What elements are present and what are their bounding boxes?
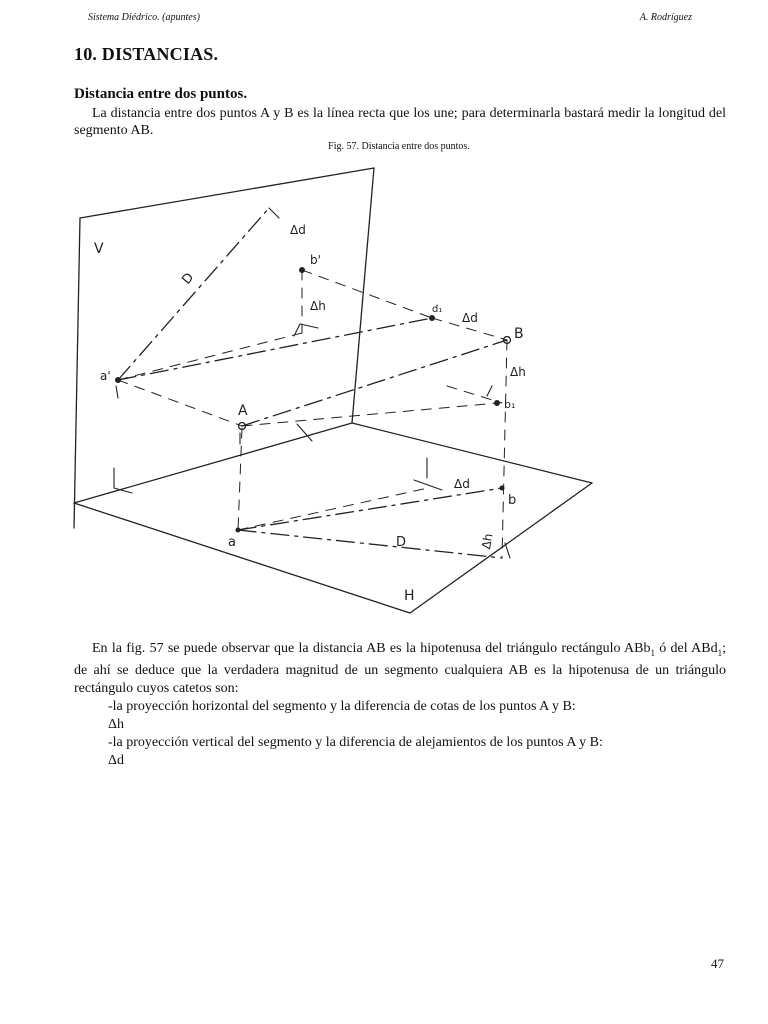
figure-57 [62, 158, 602, 618]
header-author: A. Rodríguez [639, 12, 692, 23]
label-plane-v: V [94, 241, 104, 257]
label-a-prime: a' [100, 369, 111, 383]
point-b-vertical-dot [299, 267, 305, 273]
label-a-horizontal: a [228, 535, 236, 550]
subsection-title: Distancia entre dos puntos. [74, 86, 248, 102]
header-left-title: Sistema Diédrico. (apuntes) [88, 12, 200, 23]
body-subscript-2: 1 [717, 647, 723, 658]
plane-v [74, 168, 374, 528]
figure-57-drawing [62, 158, 602, 618]
plane-h [74, 423, 592, 613]
projection-lines [118, 270, 507, 558]
point-b1-dot [494, 400, 500, 406]
label-delta-h-vertical: Δh [310, 299, 326, 313]
page-number: 47 [711, 956, 724, 971]
body-paragraph-part3: ; de ahí se deduce que la verdadera magnitud de un segmento cualquiera AB es la hipotenusa de un triángulo rectángulo cuyos catetos son: [74, 641, 727, 696]
body-text [74, 640, 726, 770]
label-plane-h: H [404, 588, 415, 604]
label-b1: b₁ [504, 398, 516, 411]
body-paragraph-part2: ó del ABd [654, 641, 718, 656]
label-b-horizontal: b [508, 493, 517, 508]
label-point-b: B [514, 326, 524, 342]
label-delta-h-bottom: Δh [479, 532, 496, 551]
label-d1: d₁ [432, 304, 443, 315]
label-point-a: A [238, 403, 248, 419]
body-paragraph [74, 640, 726, 698]
label-delta-h-right: Δh [510, 365, 526, 379]
list-item-delta-d: Δd [108, 752, 125, 768]
point-b-horizontal-dot [500, 486, 505, 491]
label-delta-d-top: Δd [290, 223, 306, 237]
point-d1-dot [429, 315, 435, 321]
body-subscript-1: 1 [650, 647, 655, 658]
figure-caption: Fig. 57. Distancia entre dos puntos. [328, 141, 470, 152]
point-a-horizontal-dot [236, 528, 241, 533]
label-delta-d-middle: Δd [462, 311, 478, 325]
section-title: 10. DISTANCIAS. [74, 44, 219, 64]
label-b-prime: b' [310, 253, 321, 267]
ground-marks [114, 424, 442, 493]
list-item-vertical-projection: -la proyección vertical del segmento y la diferencia de alejamientos de los puntos A y B: [108, 734, 603, 750]
list-item-horizontal-projection: -la proyección horizontal del segmento y la diferencia de cotas de los puntos A y B: [108, 698, 576, 714]
label-true-length-top: D [179, 270, 198, 288]
point-a-vertical-dot [115, 377, 121, 383]
body-paragraph-part1: En la fig. 57 se puede observar que la distancia AB es la hipotenusa del triángulo rectángulo ABb [92, 641, 651, 656]
label-true-length-bottom: D [396, 535, 407, 550]
intro-paragraph: La distancia entre dos puntos A y B es la línea recta que los une; para determinarla bastará medir la longitud del segmento AB. [74, 106, 726, 138]
label-delta-d-bottom: Δd [454, 477, 470, 491]
list-item-delta-h: Δh [108, 716, 125, 732]
